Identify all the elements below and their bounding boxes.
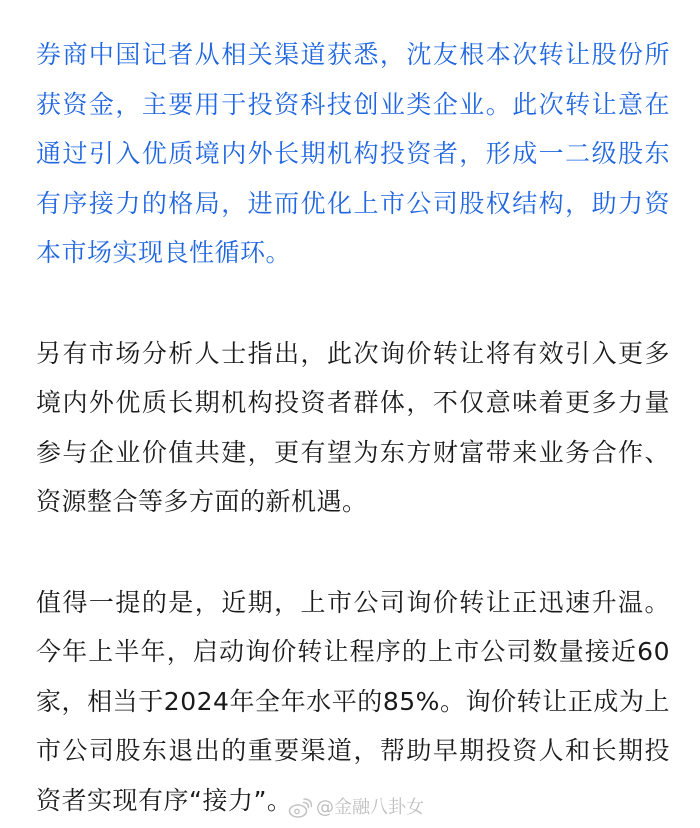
paragraph-3: 值得一提的是，近期，上市公司询价转让正迅速升温。今年上半年，启动询价转让程序的上市公司数量接近60家，相当于2024年全年水平的85%。询价转让正成为上市公司股东退出的重要渠道，帮助早期投资人和长期投资者实现有序“接力”。 xyxy=(36,587,670,815)
paragraph-1: 券商中国记者从相关渠道获悉，沈友根本次转让股份所获资金，主要用于投资科技创业类企业。此次转让意在通过引入优质境内外长期机构投资者，形成一二级股东有序接力的格局，进而优化上市公司股权结构，助力资本市场实现良性循环。 xyxy=(36,40,670,267)
weibo-watermark xyxy=(288,796,424,820)
weibo-icon xyxy=(288,797,312,819)
paragraph-2: 另有市场分析人士指出，此次询价转让将有效引入更多境内外优质长期机构投资者群体，不仅意味着更多力量参与企业价值共建，更有望为东方财富带来业务合作、资源整合等多方面的新机遇。 xyxy=(36,338,670,516)
watermark-text: @金融八卦女 xyxy=(316,797,424,818)
article-body xyxy=(36,30,670,825)
